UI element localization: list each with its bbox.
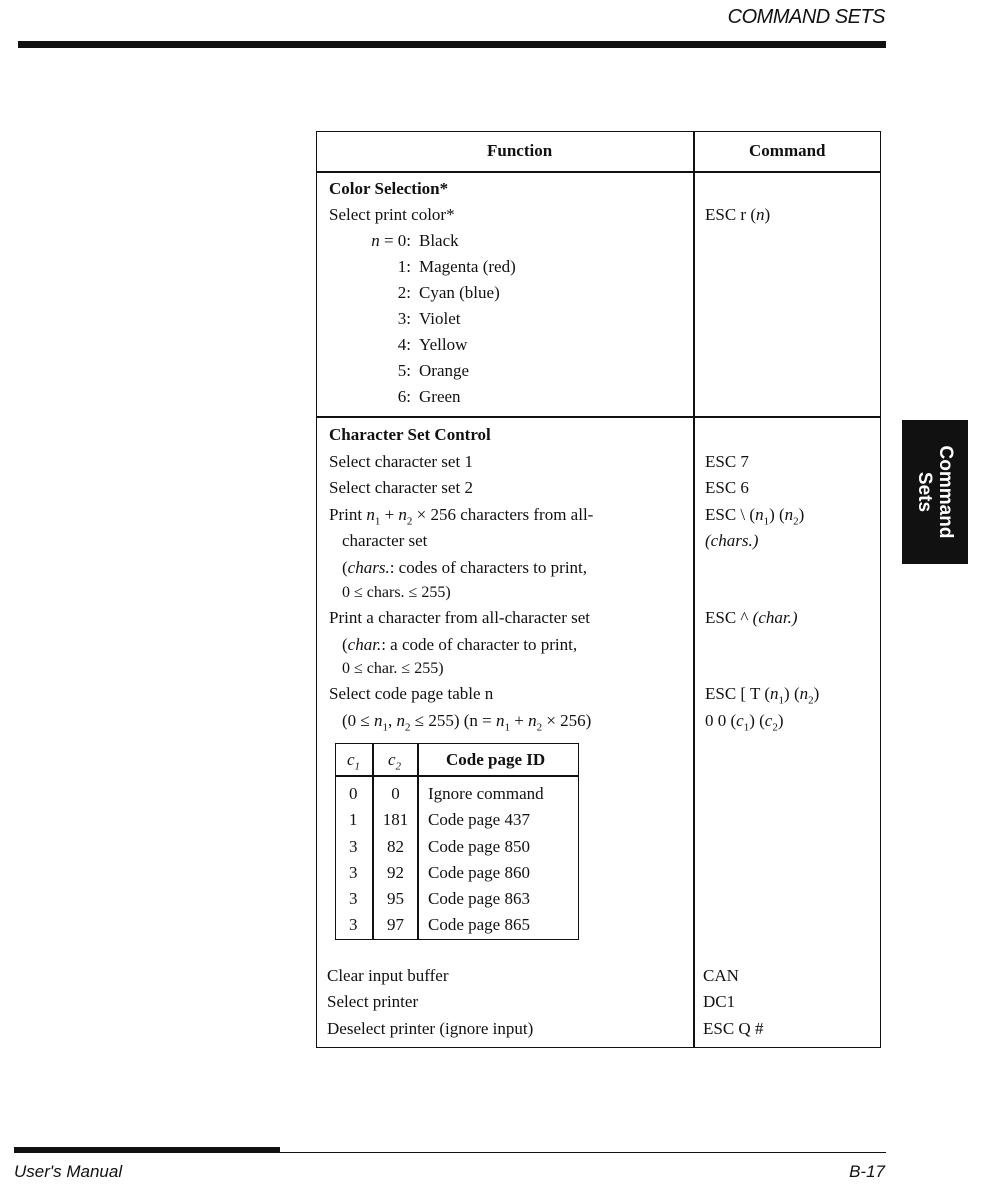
code-page-row-id: Code page 865 [428,915,530,934]
color-option-label: Yellow [419,335,468,354]
chars-range: 0 ≤ chars. ≤ 255) [342,584,451,601]
select-code-page-command: ESC [ T $(n_1)$ $(n_2)$ [705,684,820,707]
color-option-key: 4: [397,335,411,354]
clear-buffer-function: Clear input buffer [327,966,449,985]
side-tab[interactable] [902,420,968,564]
header-divider [316,171,881,173]
code-page-row-c2: 181 [382,810,409,829]
color-option-label: Orange [419,361,470,380]
select-code-page-command-line2: 0 0 $(c_1)$ $(c_2)$ [705,711,784,734]
code-page-col-c1: $c_1$ [347,750,361,773]
column-divider [693,131,695,1048]
code-page-row-id: Code page 850 [428,837,530,856]
side-tab-line1: Command [935,445,956,539]
code-page-row-c2: 97 [387,915,404,934]
code-page-row-c1: 1 [349,810,358,829]
print-chars-command: ESC \ $(n_1)$ $(n_2)$ [705,505,805,528]
select-printer-command: DC1 [703,992,736,1011]
color-option-key: 2: [397,283,411,302]
code-page-row-id: Code page 860 [428,863,530,882]
section-title: COMMAND SETS [727,6,885,28]
color-option-key: n = 0: [371,231,411,250]
section-divider [316,416,881,418]
code-page-row-c2: 95 [387,889,404,908]
clear-buffer-command: CAN [703,966,739,985]
color-selection-heading: Color Selection* [329,179,449,198]
color-option-label: Green [419,387,461,406]
select-charset-1-command: ESC 7 [705,452,749,471]
print-chars-command-line2: (chars.) [705,531,759,550]
code-page-header-divider [335,775,579,777]
code-page-row-id: Code page 437 [428,810,530,829]
code-page-row-id: Ignore command [428,784,544,803]
charset-heading: Character Set Control [329,425,491,444]
page-number: B-17 [849,1162,885,1181]
code-page-row-c2: 92 [387,863,404,882]
code-page-col-id: Code page ID [446,750,546,769]
print-char-function: Print a character from all-character set [329,608,590,627]
header-rule [18,41,886,48]
code-page-col-c2: $c_2$ [388,750,402,773]
color-select-command: ESC r (n) [705,205,771,224]
command-column-header: Command [749,141,826,160]
footer-rule [14,1152,886,1153]
deselect-printer-function: Deselect printer (ignore input) [327,1019,534,1038]
code-page-row-c1: 3 [349,863,358,882]
select-code-page-function: Select code page table n [329,684,494,703]
color-option-label: Magenta (red) [419,257,516,276]
print-chars-function-line2: character set [342,531,428,550]
side-tab-line2: Sets [914,471,935,513]
char-note: (char.: a code of character to print, [342,635,578,654]
select-printer-function: Select printer [327,992,419,1011]
select-charset-1: Select character set 1 [329,452,473,471]
chars-note: (chars.: codes of characters to print, [342,558,588,577]
code-page-row-c1: 3 [349,915,358,934]
code-page-range: ($0 \le n_1$, $n_2 \le 255$) $(n = n_1 + n_2 \times 256)$ [342,711,592,734]
print-char-command: ESC ^ (char.) [705,608,798,627]
select-charset-2-command: ESC 6 [705,478,749,497]
deselect-printer-command: ESC Q # [703,1019,764,1038]
select-charset-2: Select character set 2 [329,478,473,497]
color-option-label: Cyan (blue) [419,283,500,302]
color-select-function: Select print color* [329,205,455,224]
color-option-key: 6: [397,387,411,406]
code-page-row-c1: 0 [349,784,358,803]
color-option-label: Violet [419,309,461,328]
print-chars-function: Print $n_1 + n_2 \times 256$ characters from all- [329,505,594,528]
color-option-key: 5: [397,361,411,380]
color-option-label: Black [419,231,459,250]
code-page-row-c1: 3 [349,837,358,856]
code-page-row-id: Code page 863 [428,889,530,908]
code-page-row-c1: 3 [349,889,358,908]
color-option-key: 1: [397,257,411,276]
char-range: 0 ≤ char. ≤ 255) [342,660,444,677]
function-column-header: Function [487,141,553,160]
code-page-row-c2: 82 [387,837,404,856]
manual-name: User's Manual [14,1162,123,1181]
code-page-row-c2: 0 [391,784,400,803]
color-option-key: 3: [397,309,411,328]
